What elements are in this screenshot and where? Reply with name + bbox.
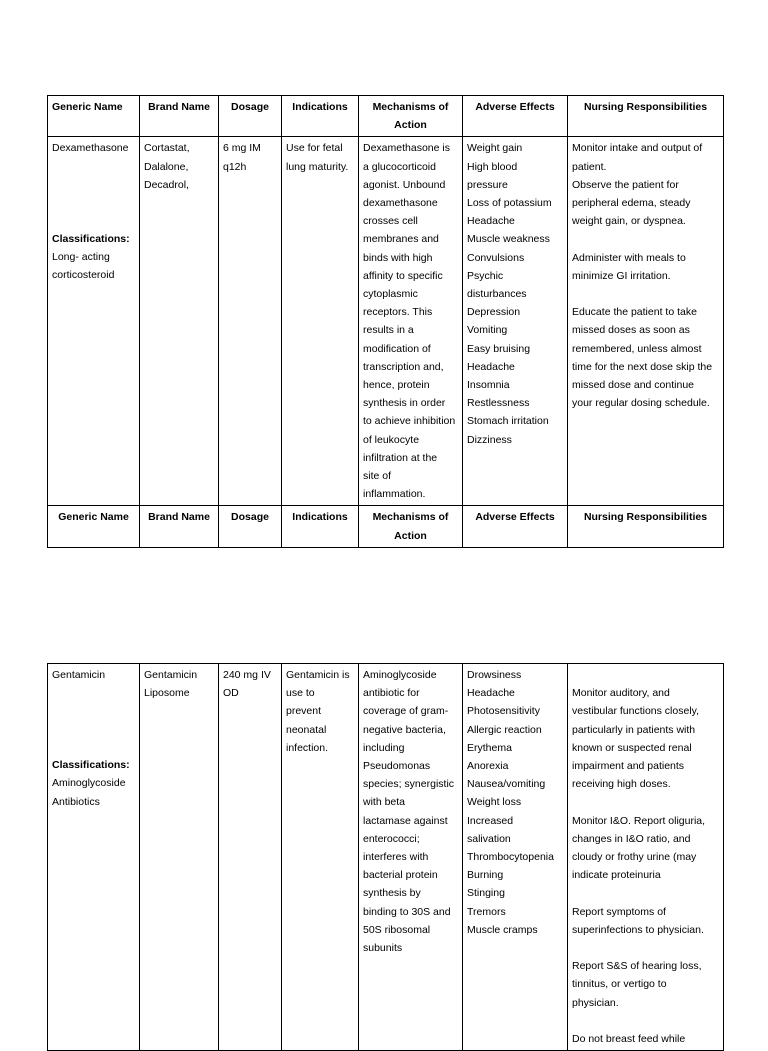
brand-name-cell: Cortastat, Dalalone, Decadrol, [140,137,219,506]
header-nursing: Nursing Responsibilities [568,506,724,547]
drug-row [48,664,724,1051]
dexamethasone-table [47,95,724,548]
gentamicin-table [47,663,724,1051]
header-mechanism: Mechanisms of Action [359,506,463,547]
mechanism-cell: Aminoglycoside antibiotic for coverage of gram- negative bacteria, including Pseudomonas species; synergistic with beta lactamase against enterococci; interferes with bacterial protein synthesis by binding to 30S and 50S ribosomal subunits [359,664,463,1051]
header-generic-name: Generic Name [48,96,140,137]
classification-value: Aminoglycoside Antibiotics [52,777,126,808]
dosage-cell: 240 mg IV OD [219,664,282,1051]
header-adverse-effects: Adverse Effects [463,506,568,547]
brand-name-cell: Gentamicin Liposome [140,664,219,1051]
classifications-label: Classifications: [52,232,130,245]
header-row [48,96,724,137]
mechanism-cell: Dexamethasone is a glucocorticoid agonist. Unbound dexamethasone crosses cell membranes and binds with high affinity to specific cytoplasmic receptors. This results in a modification of transcription and, hence, protein synthesis in order to achieve inhibition of leukocyte infiltration at the site of inflammation. [359,137,463,506]
header-indications: Indications [282,96,359,137]
adverse-effects-cell: Weight gain High blood pressure Loss of potassium Headache Muscle weakness Convulsions Psychic disturbances Depression Vomiting Easy bruising Headache Insomnia Restlessness Stomach irritation Dizziness [463,137,568,506]
generic-name: Gentamicin [52,669,106,681]
header-generic-name: Generic Name [48,506,140,547]
header-adverse-effects: Adverse Effects [463,96,568,137]
classification-value: Long- acting corticosteroid [52,250,115,282]
indications-cell: Use for fetal lung maturity. [282,137,359,506]
header-nursing: Nursing Responsibilities [568,96,724,137]
nursing-cell: Monitor auditory, and vestibular functions closely, particularly in patients with known or suspected renal impairment and patients receiving high doses. Monitor I&O. Report oliguria, changes in I&O ratio, and cloudy or frothy urine (may indicate proteinuria Report symptoms of superinfections to physician. Report S&S of hearing loss, tinnitus, or vertigo to physician. Do not breast feed while [568,664,724,1051]
header-brand-name: Brand Name [140,96,219,137]
header-row-repeat [48,506,724,547]
header-dosage: Dosage [219,96,282,137]
generic-name: Dexamethasone [52,142,129,155]
header-dosage: Dosage [219,506,282,547]
dosage-cell: 6 mg IM q12h [219,137,282,506]
adverse-effects-cell: Drowsiness Headache Photosensitivity Allergic reaction Erythema Anorexia Nausea/vomiting Weight loss Increased salivation Thrombocytopenia Burning Stinging Tremors Muscle cramps [463,664,568,1051]
header-mechanism: Mechanisms of Action [359,96,463,137]
drug-row [48,137,724,506]
indications-cell: Gentamicin is use to prevent neonatal infection. [282,664,359,1051]
generic-name-cell [48,664,140,1051]
classifications-label: Classifications: [52,759,130,772]
header-indications: Indications [282,506,359,547]
header-brand-name: Brand Name [140,506,219,547]
generic-name-cell [48,137,140,506]
nursing-cell: Monitor intake and output of patient. Observe the patient for peripheral edema, steady weight gain, or dyspnea. Administer with meals to minimize GI irritation. Educate the patient to take missed doses as soon as remembered, unless almost time for the next dose skip the missed dose and continue your regular dosing schedule. [568,137,724,506]
